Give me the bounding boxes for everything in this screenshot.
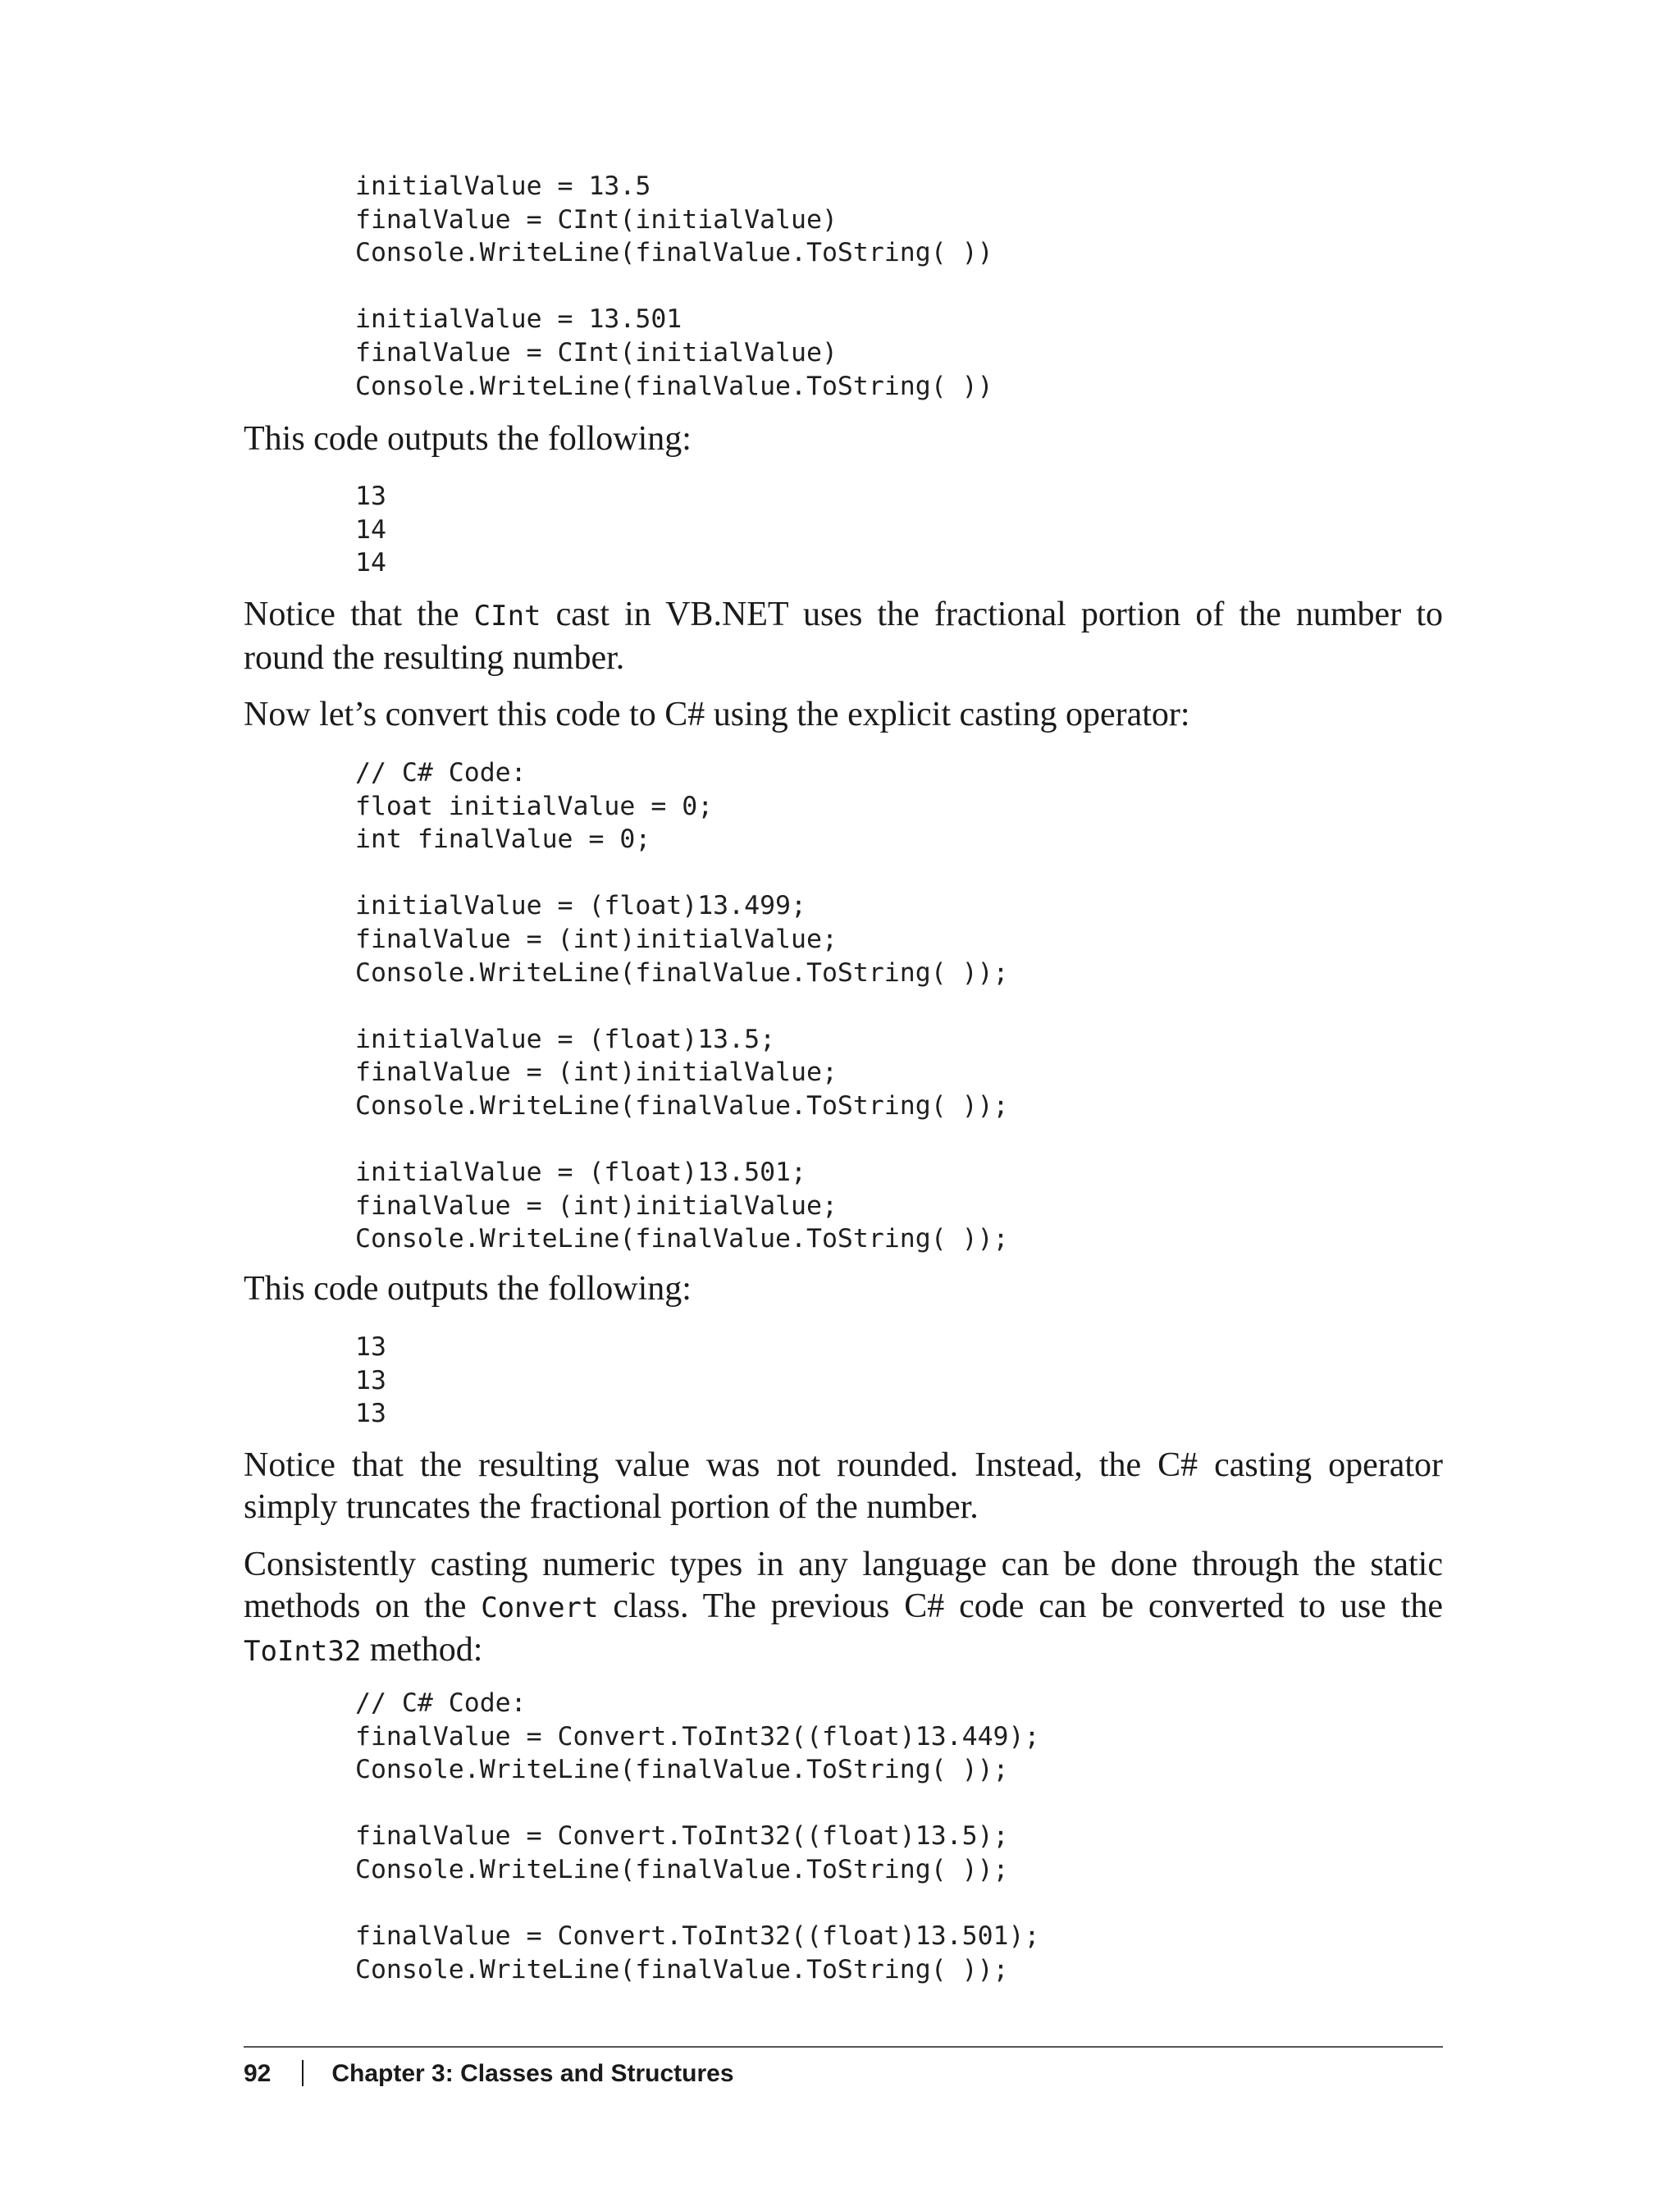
paragraph-cint-notice xyxy=(244,594,1443,679)
page-number: 92 xyxy=(244,2060,272,2087)
code-block-csharp-convert: // C# Code: finalValue = Convert.ToInt32((float)13.449); Console.WriteLine(finalValue.ToString( )); finalValue = Convert.ToInt32((float)13.5); Console.WriteLine(finalValue.ToString( )); finalValue = Convert.ToInt32((float)13.501); Console.WriteLine(finalValue.ToString( )); xyxy=(355,1688,1040,1984)
inline-code-cint: CInt xyxy=(473,600,541,633)
paragraph-text: method: xyxy=(361,1631,483,1669)
paragraph-text: Consistently casting numeric types in any language can be done through the static methods on the xyxy=(244,1546,1443,1625)
paragraph-convert-class xyxy=(244,1544,1443,1673)
inline-code-convert: Convert xyxy=(481,1592,599,1624)
paragraph-output-intro-1: This code outputs the following: xyxy=(244,420,692,458)
paragraph-output-intro-2: This code outputs the following: xyxy=(244,1270,692,1308)
footer-rule xyxy=(244,2046,1443,2048)
code-block-vb-rounding: initialValue = 13.5 finalValue = CInt(initialValue) Console.WriteLine(finalValue.ToString( )) initialValue = 13.501 finalValue = CInt(initialValue) Console.WriteLine(finalValue.ToString( )) xyxy=(355,171,993,401)
paragraph-text: class. The previous C# code can be converted to use the xyxy=(598,1587,1443,1625)
paragraph-text: Notice that the xyxy=(244,596,474,633)
paragraph-truncation-notice: Notice that the resulting value was not rounded. Instead, the C# casting operator simply truncates the fractional portion of the number. xyxy=(244,1446,1443,1526)
code-block-csharp-cast: // C# Code: float initialValue = 0; int finalValue = 0; initialValue = (float)13.499; finalValue = (int)initialValue; Console.WriteLine(finalValue.ToString( )); initialValue = (float)13.5; finalValue = (int)initialValue; Console.WriteLine(finalValue.ToString( )); initialValue = (float)13.501; finalValue = (int)initialValue; Console.WriteLine(finalValue.ToString( )); xyxy=(355,758,1009,1254)
page-footer xyxy=(244,2058,734,2090)
paragraph-text: cast in VB.NET uses the fractional portion of the number to round the resulting number. xyxy=(244,596,1443,677)
paragraph-convert-intro: Now let’s convert this code to C# using the explicit casting operator: xyxy=(244,696,1190,733)
chapter-title: Chapter 3: Classes and Structures xyxy=(331,2060,734,2087)
footer-separator xyxy=(302,2060,304,2086)
output-block-2: 13 13 13 xyxy=(355,1332,386,1429)
output-block-1: 13 14 14 xyxy=(355,482,386,578)
inline-code-toint32: ToInt32 xyxy=(244,1635,362,1668)
